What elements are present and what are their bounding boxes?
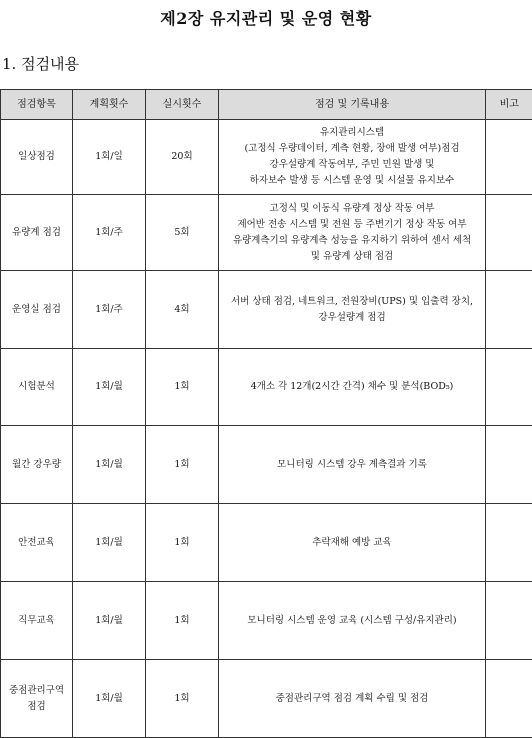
cell-planned: 1회/일 [73,120,146,195]
section-heading: 1. 점검내용 [2,55,80,73]
content-line: 추락재해 예방 교육 [312,536,392,548]
cell-item-line: 시험분석 [18,381,55,392]
content-line: 중점관리구역 점검 계획 수립 및 점검 [275,692,429,704]
content-line: 제어반 전송 시스템 및 전원 등 주변기기 정상 작동 여부 [237,218,467,230]
cell-item [1,426,73,504]
cell-planned: 1회/월 [73,426,146,504]
cell-planned: 1회/월 [73,349,146,426]
cell-note [486,504,532,582]
cell-note [486,349,532,426]
cell-actual: 1회 [146,426,219,504]
cell-item [1,504,73,582]
table-row [1,349,532,426]
cell-note [486,582,532,660]
content-line: 서버 상태 점검, 네트워크, 전원장비(UPS) 및 입출력 장치, [230,295,474,307]
cell-actual: 1회 [146,660,219,738]
table-row [1,271,532,349]
content-line: 고정식 및 이동식 유량계 정상 작동 여부 [269,202,435,214]
header-item: 점검항목 [1,90,73,120]
content-line: 강우설량계 작동여부, 주민 민원 발생 및 [269,159,435,170]
cell-item-line: 유량계 점검 [12,226,61,238]
cell-item-line: 운영실 점검 [12,303,61,315]
cell-content [219,349,486,426]
page-title: 제2장 유지관리 및 운영 현황 [160,9,372,28]
cell-planned: 1회/월 [73,504,146,582]
cell-note [486,195,532,271]
cell-item-line: 월간 강우량 [12,458,61,470]
table-row [1,660,532,738]
cell-item [1,582,73,660]
cell-note [486,271,532,349]
cell-content [219,271,486,349]
header-content: 점검 및 기록내용 [219,90,486,120]
table-row [1,120,532,195]
content-line: (고정식 우량데이터, 계측 현황, 장애 발생 여부)점검 [244,143,460,154]
cell-actual: 20회 [146,120,219,195]
table-row [1,195,532,271]
table-header-row [1,90,532,120]
cell-item [1,349,73,426]
content-line: 4개소 각 12개(2시간 간격) 채수 및 분석(BOD₅) [250,381,454,392]
content-line: 및 유량계 상태 점검 [310,250,394,262]
content-line: 강우설량계 점검 [318,311,386,323]
cell-content [219,504,486,582]
header-planned: 계획횟수 [73,90,146,120]
cell-item [1,660,73,738]
cell-content [219,582,486,660]
cell-item-line: 일상점검 [18,151,55,162]
cell-actual: 1회 [146,582,219,660]
cell-content [219,426,486,504]
cell-note [486,426,532,504]
cell-note [486,120,532,195]
cell-item-line: 직무교육 [18,614,55,626]
content-line: 모니터링 시스템 운영 교육 (시스템 구성/유지관리) [247,614,457,626]
table-row [1,504,532,582]
cell-item [1,195,73,271]
header-actual: 실시횟수 [146,90,219,120]
cell-item [1,120,73,195]
cell-planned: 1회/주 [73,195,146,271]
table-row [1,582,532,660]
content-line: 하자보수 발생 등 시스템 운영 및 시설물 유지보수 [249,175,455,186]
cell-planned: 1회/주 [73,271,146,349]
content-line: 유량계측기의 유량계측 성능을 유지하기 위하여 센서 세척 [232,234,472,246]
cell-actual: 1회 [146,504,219,582]
cell-planned: 1회/월 [73,582,146,660]
cell-content [219,120,486,195]
cell-actual: 1회 [146,349,219,426]
cell-content [219,195,486,271]
cell-item-line: 점검 [27,700,46,712]
cell-actual: 5회 [146,195,219,271]
cell-actual: 4회 [146,271,219,349]
cell-item-line: 안전교육 [18,536,55,548]
cell-planned: 1회/월 [73,660,146,738]
header-note: 비고 [486,90,532,120]
cell-item [1,271,73,349]
inspection-table [0,89,532,738]
table-row [1,426,532,504]
content-line: 유지관리시스템 [319,127,385,138]
cell-content [219,660,486,738]
content-line: 모니터링 시스템 강우 계측결과 기록 [277,458,427,470]
cell-note [486,660,532,738]
cell-item-line: 중점관리구역 [8,684,65,696]
